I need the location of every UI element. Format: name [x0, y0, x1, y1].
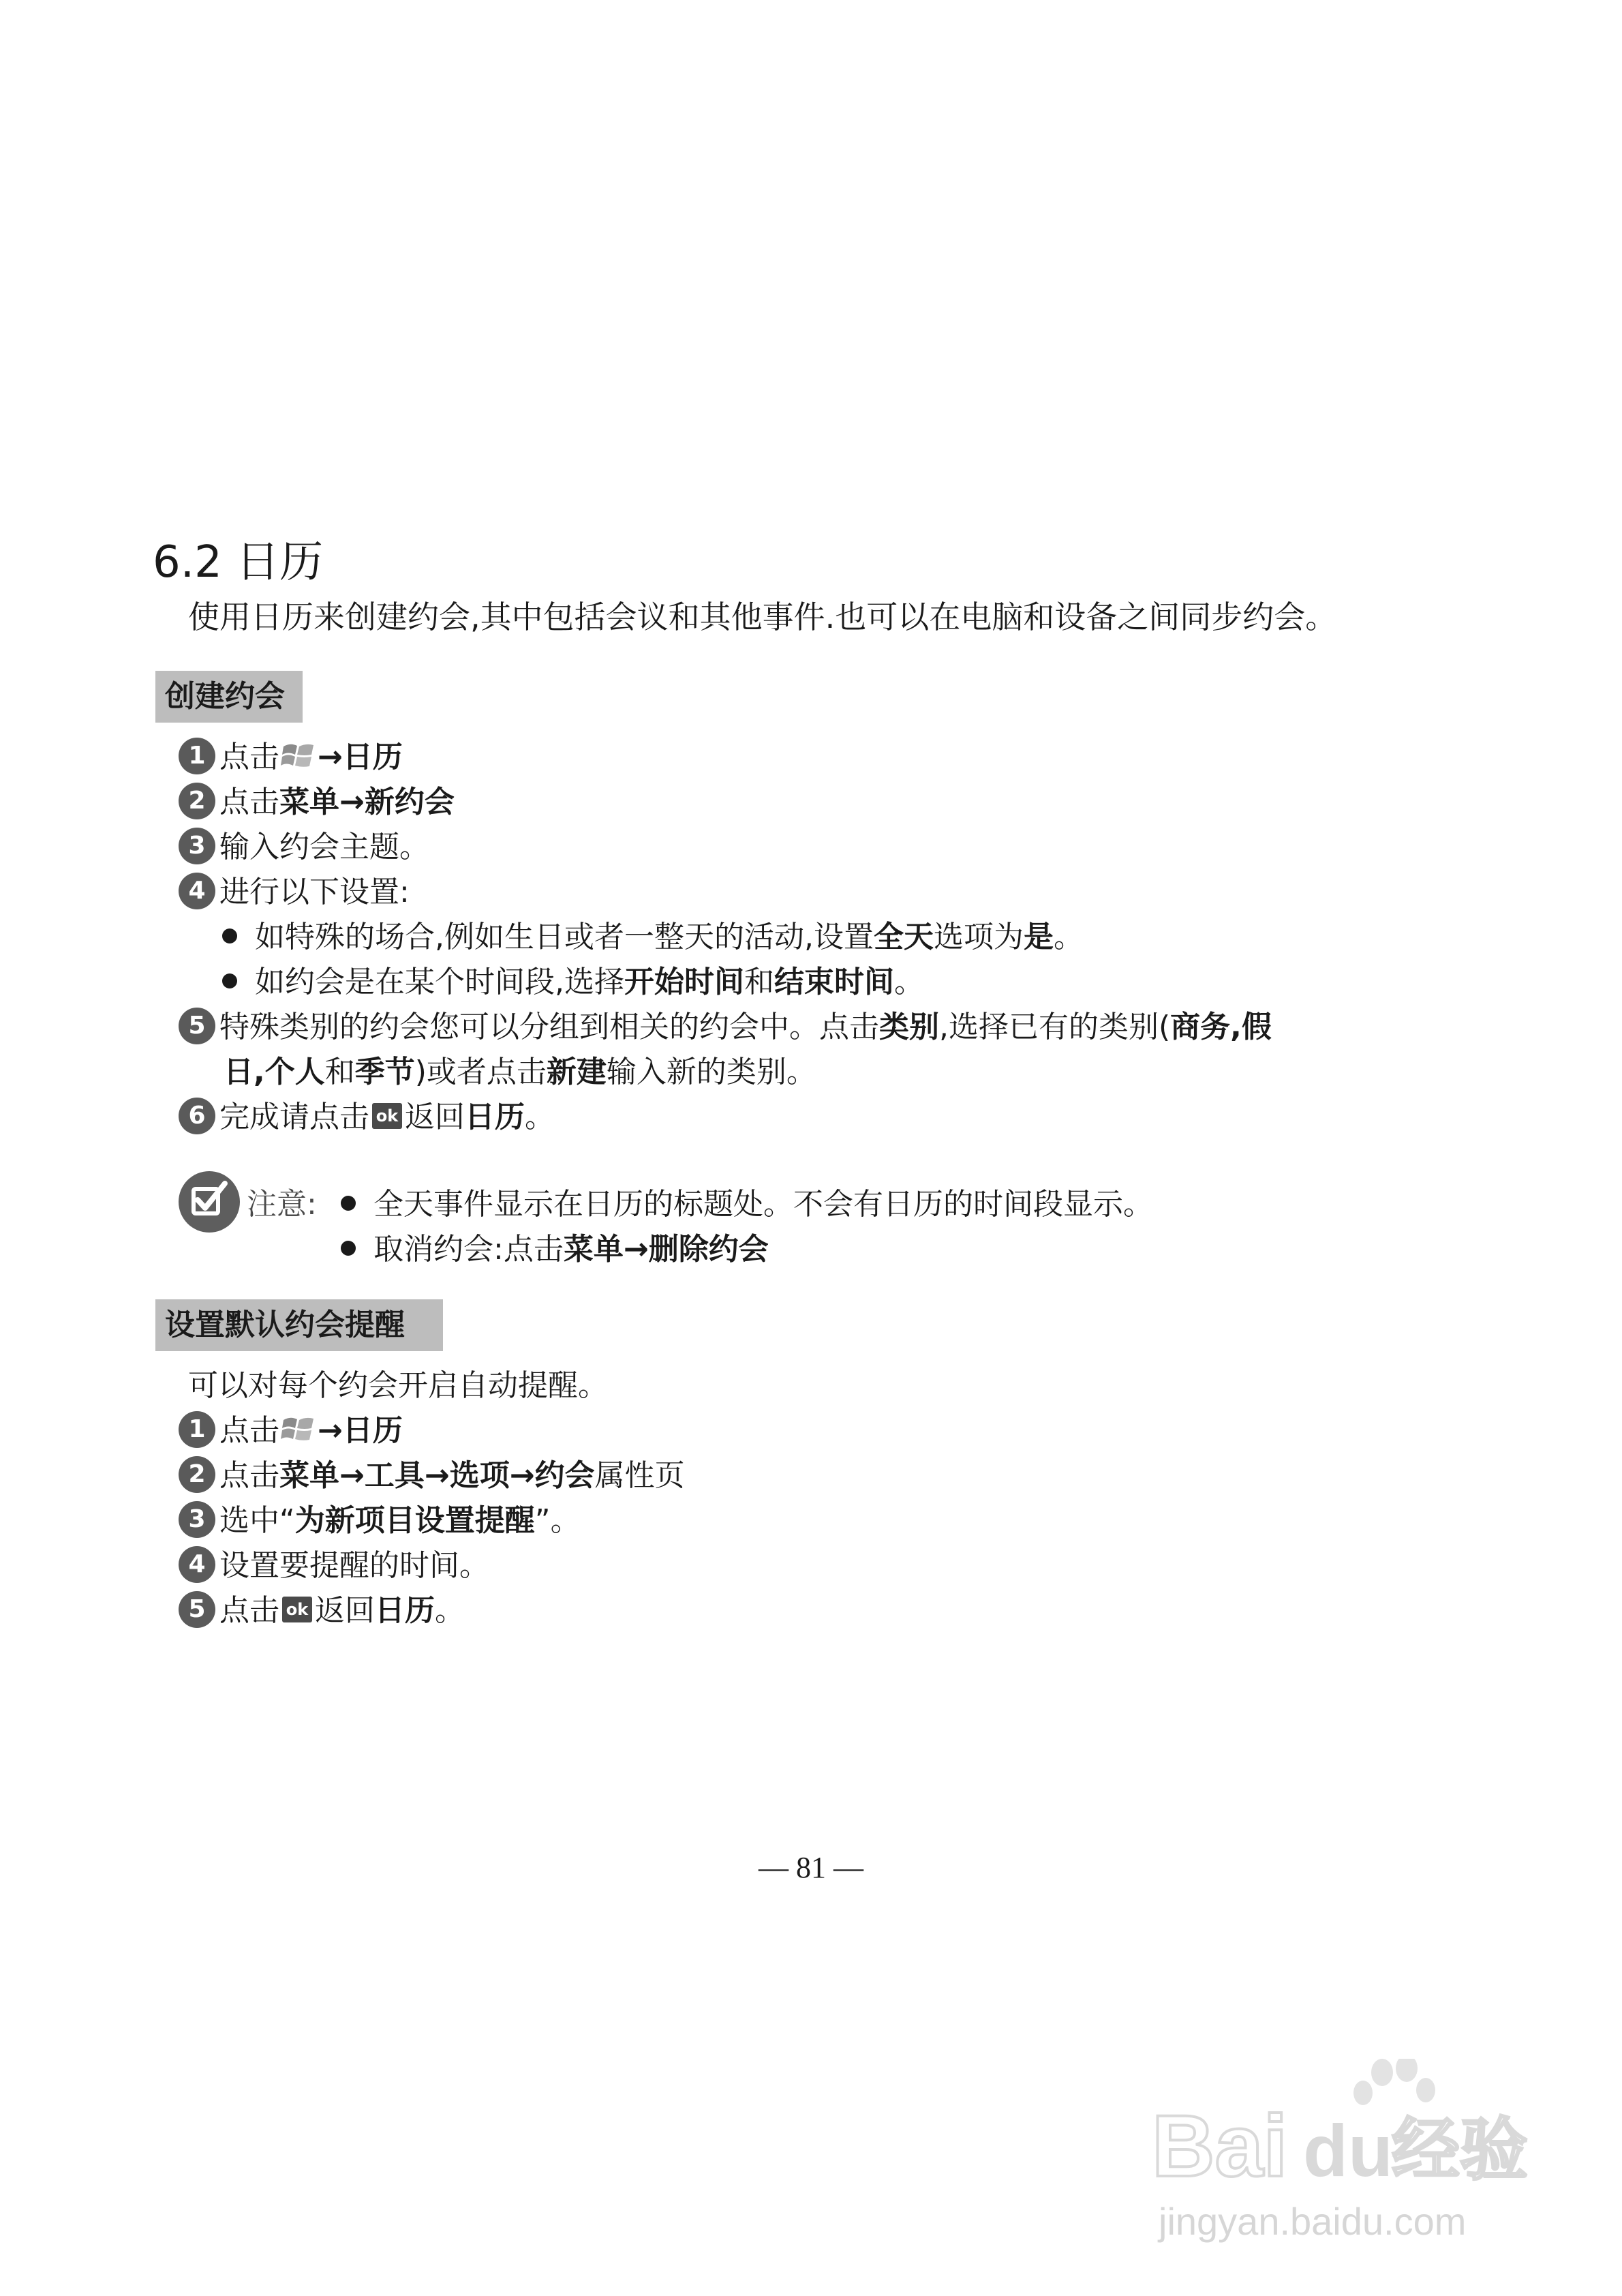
- heading-create-appointment: 创建约会: [155, 671, 303, 723]
- create-step-5-continued: 日,个人和季节)或者点击新建输入新的类别。: [224, 1055, 816, 1089]
- section-intro: 使用日历来创建约会,其中包括会议和其他事件.也可以在电脑和设备之间同步约会。: [188, 599, 1337, 635]
- reminder-step-5: 5 点击 ok 返回日历。: [179, 1588, 465, 1633]
- note-item-2: 取消约会:点击菜单→删除约会: [341, 1227, 769, 1272]
- heading-default-reminder: 设置默认约会提醒: [155, 1299, 443, 1351]
- svg-text:jingyan.baidu.com: jingyan.baidu.com: [1159, 2200, 1467, 2243]
- bullet-dot: [341, 1196, 356, 1211]
- create-step-6: 6 完成请点击 ok 返回日历。: [179, 1095, 555, 1140]
- step-number-badge: 3: [179, 1501, 215, 1538]
- baidu-jingyan-watermark: [1152, 2059, 1574, 2263]
- step-number-badge: 5: [179, 1591, 215, 1628]
- page-number: — 81 —: [759, 1851, 863, 1884]
- step-number-badge: 2: [179, 783, 215, 819]
- create-step-4: 4 进行以下设置:: [179, 870, 410, 915]
- step-number-badge: 4: [179, 1546, 215, 1583]
- section-title: 6.2 日历: [153, 537, 324, 588]
- step-number-badge: 5: [179, 1008, 215, 1044]
- step-number-badge: 1: [179, 738, 215, 774]
- note-label: 注意:: [247, 1187, 317, 1222]
- bullet-dot: [222, 973, 237, 988]
- reminder-step-4: 4 设置要提醒的时间。: [179, 1543, 489, 1588]
- reminder-step-3: 3 选中“为新项目设置提醒”。: [179, 1498, 581, 1543]
- step-number-badge: 2: [179, 1456, 215, 1493]
- ok-key-icon: ok: [372, 1103, 402, 1129]
- create-bullet-1: 如特殊的场合,例如生日或者一整天的活动,设置全天选项为是。: [222, 915, 1084, 960]
- create-bullet-2: 如约会是在某个时间段,选择开始时间和结束时间。: [222, 960, 924, 1005]
- create-step-5: 5 特殊类别的约会您可以分组到相关的约会中。点击类别,选择已有的类别(商务,假: [179, 1005, 1272, 1050]
- svg-text:du: du: [1303, 2109, 1393, 2192]
- windows-start-icon: [281, 740, 316, 771]
- step-number-badge: 6: [179, 1098, 215, 1134]
- svg-text:Bai: Bai: [1152, 2098, 1288, 2195]
- step-number-badge: 3: [179, 828, 215, 864]
- ok-key-icon: ok: [282, 1597, 312, 1622]
- step-number-badge: 1: [179, 1411, 215, 1448]
- windows-start-icon: [281, 1413, 316, 1445]
- step-number-badge: 4: [179, 873, 215, 909]
- reminder-step-1: 1 点击 →日历: [179, 1408, 403, 1453]
- create-step-1: 1 点击 →日历: [179, 735, 403, 780]
- bullet-dot: [222, 928, 237, 943]
- svg-text:经验: 经验: [1392, 2110, 1528, 2190]
- reminder-intro: 可以对每个约会开启自动提醒。: [188, 1368, 608, 1403]
- create-step-2: 2 点击菜单→新约会: [179, 780, 455, 825]
- note-item-1: 全天事件显示在日历的标题处。不会有日历的时间段显示。: [341, 1182, 1153, 1227]
- reminder-step-2: 2 点击菜单→工具→选项→约会属性页: [179, 1453, 685, 1498]
- create-step-3: 3 输入约会主题。: [179, 825, 429, 870]
- bullet-dot: [341, 1241, 356, 1256]
- checkbox-note-icon: [179, 1171, 240, 1233]
